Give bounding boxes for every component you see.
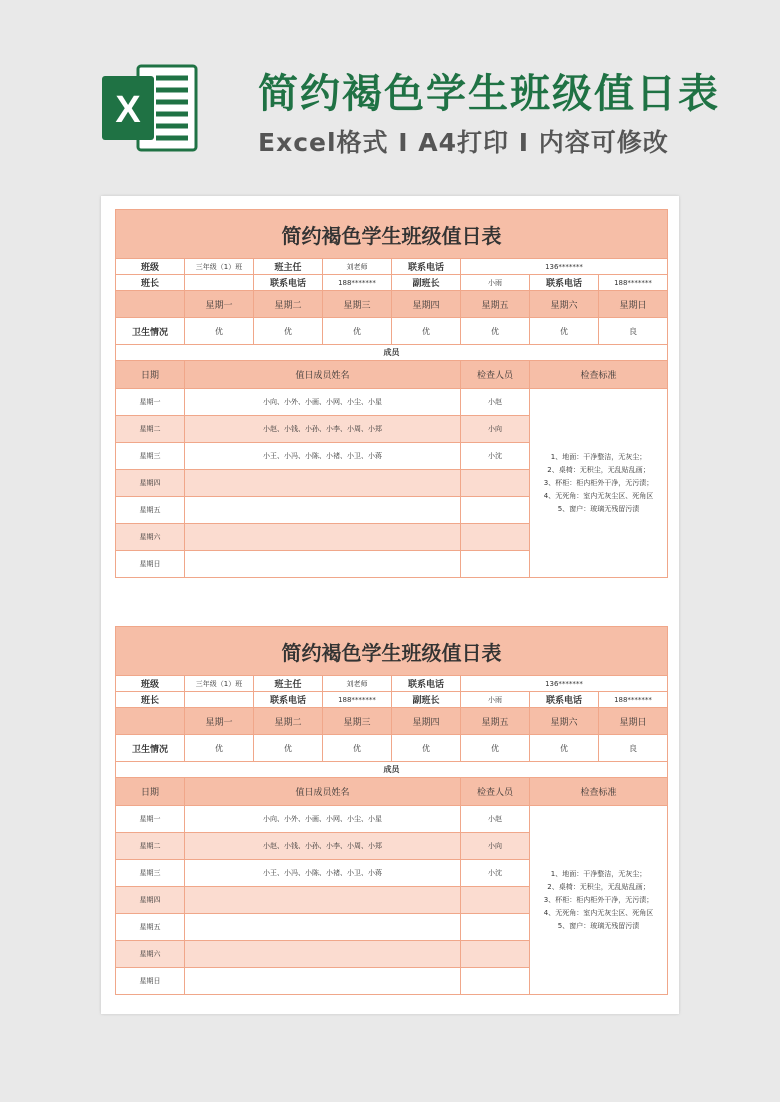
inspector-cell[interactable]: 小沈 [461, 443, 530, 470]
standards-cell [530, 806, 668, 995]
standard-line: 3、杯柜：柜内柜外干净，无污渍； [543, 895, 654, 904]
inspector-cell[interactable]: 小赵 [461, 389, 530, 416]
hygiene-cell[interactable]: 良 [599, 318, 668, 345]
inspector-cell[interactable] [461, 968, 530, 995]
standard-header: 检查标准 [530, 778, 668, 806]
standard-line: 1、地面：干净整洁，无灰尘； [550, 869, 647, 878]
members-heading: 成员 [116, 762, 668, 778]
banner [0, 0, 780, 190]
monitor-label: 班长 [116, 275, 185, 291]
head-teacher-value[interactable]: 刘老师 [323, 259, 392, 275]
contact-label: 联系电话 [392, 676, 461, 692]
weekday-header: 星期四 [392, 708, 461, 735]
date-header: 日期 [116, 778, 185, 806]
hygiene-cell[interactable]: 优 [323, 735, 392, 762]
head-teacher-label: 班主任 [254, 259, 323, 275]
standard-line: 4、无死角：室内无灰尘区、死角区 [543, 908, 654, 917]
day-cell: 星期六 [116, 524, 185, 551]
names-cell[interactable] [185, 551, 461, 578]
weekday-header: 星期日 [599, 708, 668, 735]
excel-icon [100, 62, 200, 154]
contact-value[interactable]: 136******* [461, 259, 668, 275]
contact-value[interactable]: 188******* [323, 275, 392, 291]
names-cell[interactable]: 小赵、小钱、小孙、小李、小周、小郑 [185, 416, 461, 443]
names-cell[interactable]: 小向、小外、小画、小网、小尘、小星 [185, 806, 461, 833]
weekday-header: 星期三 [323, 708, 392, 735]
day-cell: 星期二 [116, 416, 185, 443]
names-cell[interactable] [185, 887, 461, 914]
hygiene-cell[interactable]: 优 [185, 318, 254, 345]
inspector-cell[interactable] [461, 941, 530, 968]
names-header: 值日成员姓名 [185, 361, 461, 389]
class-label: 班级 [116, 259, 185, 275]
names-cell[interactable] [185, 497, 461, 524]
weekday-header: 星期一 [185, 291, 254, 318]
standard-line: 4、无死角：室内无灰尘区、死角区 [543, 491, 654, 500]
vice-monitor-label: 副班长 [392, 692, 461, 708]
names-header: 值日成员姓名 [185, 778, 461, 806]
banner-subtitle: Excel格式 I A4打印 I 内容可修改 [258, 128, 669, 157]
inspector-cell[interactable]: 小向 [461, 833, 530, 860]
contact-value[interactable]: 188******* [599, 275, 668, 291]
hygiene-label: 卫生情况 [116, 735, 185, 762]
date-header: 日期 [116, 361, 185, 389]
inspector-cell[interactable]: 小沈 [461, 860, 530, 887]
inspector-cell[interactable] [461, 914, 530, 941]
weekday-header: 星期一 [185, 708, 254, 735]
contact-label: 联系电话 [254, 692, 323, 708]
day-cell: 星期五 [116, 914, 185, 941]
names-cell[interactable]: 小王、小冯、小陈、小褚、小卫、小蒋 [185, 443, 461, 470]
day-cell: 星期六 [116, 941, 185, 968]
hygiene-cell[interactable]: 优 [254, 735, 323, 762]
logo-letter: X [115, 89, 141, 131]
hygiene-cell[interactable]: 优 [392, 318, 461, 345]
names-cell[interactable]: 小赵、小钱、小孙、小李、小周、小郑 [185, 833, 461, 860]
weekday-header: 星期四 [392, 291, 461, 318]
weekday-header: 星期三 [323, 291, 392, 318]
banner-title: 简约褐色学生班级值日表 [258, 71, 720, 117]
inspector-cell[interactable] [461, 470, 530, 497]
contact-value[interactable]: 188******* [323, 692, 392, 708]
names-cell[interactable] [185, 941, 461, 968]
hygiene-cell[interactable]: 优 [530, 735, 599, 762]
vice-monitor-value[interactable]: 小雨 [461, 692, 530, 708]
weekday-header: 星期六 [530, 291, 599, 318]
inspector-cell[interactable] [461, 551, 530, 578]
monitor-label: 班长 [116, 692, 185, 708]
monitor-value[interactable] [185, 275, 254, 291]
inspector-cell[interactable]: 小赵 [461, 806, 530, 833]
day-cell: 星期一 [116, 389, 185, 416]
hygiene-cell[interactable]: 优 [254, 318, 323, 345]
contact-label: 联系电话 [254, 275, 323, 291]
inspector-cell[interactable] [461, 497, 530, 524]
names-cell[interactable]: 小向、小外、小画、小网、小尘、小星 [185, 389, 461, 416]
weekday-header: 星期五 [461, 291, 530, 318]
inspector-header: 检查人员 [461, 778, 530, 806]
contact-label: 联系电话 [392, 259, 461, 275]
hygiene-cell[interactable]: 优 [530, 318, 599, 345]
day-cell: 星期四 [116, 470, 185, 497]
head-teacher-label: 班主任 [254, 676, 323, 692]
standard-line: 2、桌椅：无积尘，无乱贴乱画； [547, 882, 650, 891]
hygiene-cell[interactable]: 优 [185, 735, 254, 762]
hygiene-cell[interactable]: 优 [392, 735, 461, 762]
standards-cell [530, 389, 668, 578]
weekday-header: 星期五 [461, 708, 530, 735]
vice-monitor-value[interactable]: 小雨 [461, 275, 530, 291]
weekday-header: 星期二 [254, 708, 323, 735]
inspector-cell[interactable]: 小向 [461, 416, 530, 443]
contact-label: 联系电话 [530, 692, 599, 708]
standard-header: 检查标准 [530, 361, 668, 389]
duty-table-1 [115, 209, 667, 578]
standard-line: 1、地面：干净整洁，无灰尘； [550, 452, 647, 461]
standard-line: 5、窗户：玻璃无残留污渍 [557, 504, 640, 513]
contact-value[interactable]: 136******* [461, 676, 668, 692]
weekday-header: 星期二 [254, 291, 323, 318]
table-title: 简约褐色学生班级值日表 [116, 627, 668, 676]
standard-line: 5、窗户：玻璃无残留污渍 [557, 921, 640, 930]
day-cell: 星期四 [116, 887, 185, 914]
paper-sheet [101, 196, 679, 1014]
table-title: 简约褐色学生班级值日表 [116, 210, 668, 259]
hygiene-cell[interactable]: 优 [461, 318, 530, 345]
head-teacher-value[interactable]: 刘老师 [323, 676, 392, 692]
weekday-header: 星期日 [599, 291, 668, 318]
hygiene-cell[interactable]: 优 [461, 735, 530, 762]
class-value[interactable]: 三年级（1）班 [185, 676, 254, 692]
hygiene-label: 卫生情况 [116, 318, 185, 345]
hygiene-cell[interactable]: 优 [323, 318, 392, 345]
monitor-value[interactable] [185, 692, 254, 708]
class-label: 班级 [116, 676, 185, 692]
names-cell[interactable]: 小王、小冯、小陈、小褚、小卫、小蒋 [185, 860, 461, 887]
names-cell[interactable] [185, 470, 461, 497]
members-heading: 成员 [116, 345, 668, 361]
day-cell: 星期三 [116, 860, 185, 887]
standard-line: 2、桌椅：无积尘，无乱贴乱画； [547, 465, 650, 474]
day-cell: 星期三 [116, 443, 185, 470]
standard-line: 3、杯柜：柜内柜外干净，无污渍； [543, 478, 654, 487]
names-cell[interactable] [185, 524, 461, 551]
inspector-cell[interactable] [461, 887, 530, 914]
contact-value[interactable]: 188******* [599, 692, 668, 708]
names-cell[interactable] [185, 914, 461, 941]
day-cell: 星期二 [116, 833, 185, 860]
inspector-header: 检查人员 [461, 361, 530, 389]
class-value[interactable]: 三年级（1）班 [185, 259, 254, 275]
hygiene-cell[interactable]: 良 [599, 735, 668, 762]
corner-cell [116, 708, 185, 735]
weekday-header: 星期六 [530, 708, 599, 735]
day-cell: 星期日 [116, 968, 185, 995]
corner-cell [116, 291, 185, 318]
duty-table-2 [115, 626, 667, 995]
names-cell[interactable] [185, 968, 461, 995]
contact-label: 联系电话 [530, 275, 599, 291]
day-cell: 星期一 [116, 806, 185, 833]
inspector-cell[interactable] [461, 524, 530, 551]
day-cell: 星期五 [116, 497, 185, 524]
day-cell: 星期日 [116, 551, 185, 578]
vice-monitor-label: 副班长 [392, 275, 461, 291]
